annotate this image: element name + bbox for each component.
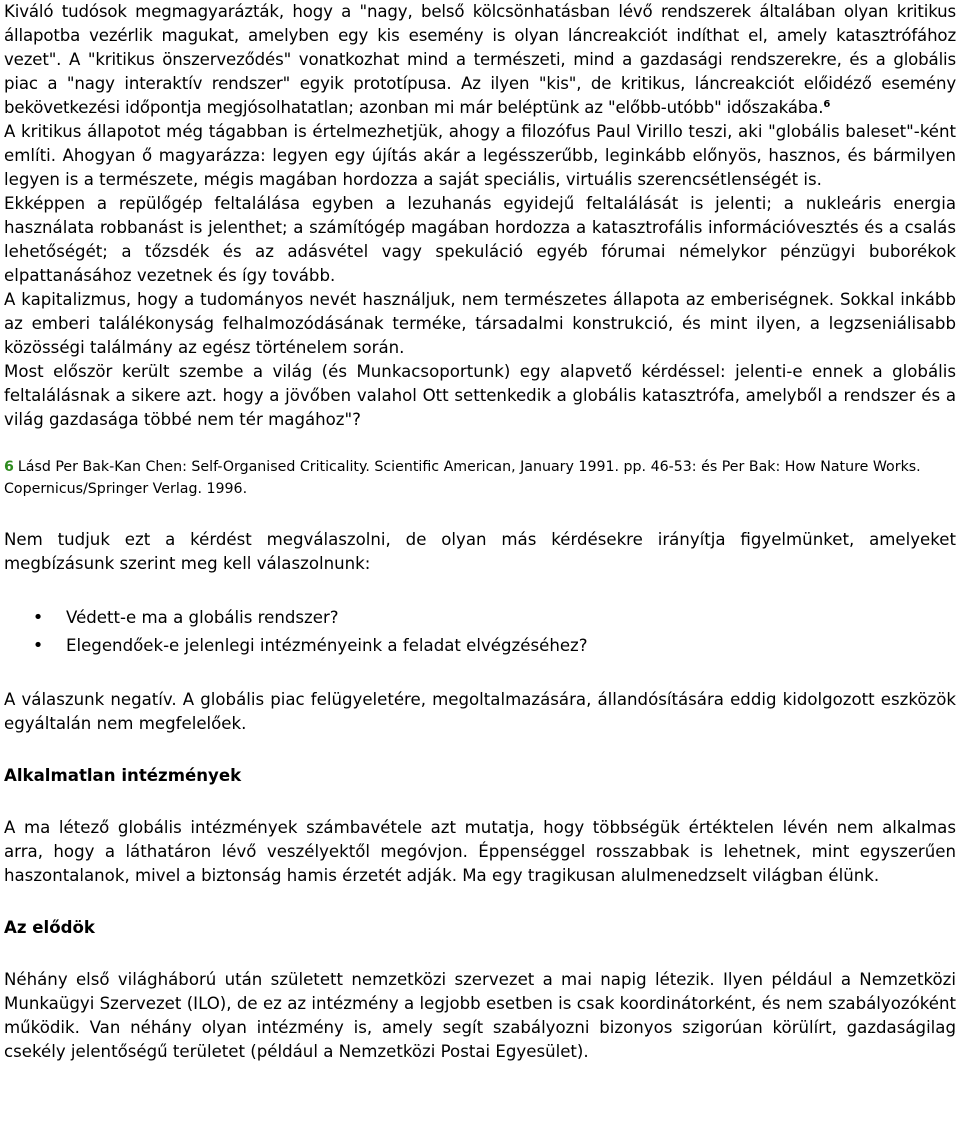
- bullet-icon: •: [32, 635, 44, 656]
- footnote: [4, 456, 956, 500]
- paragraph-predecessors: Néhány első világháború után született nemzetközi szervezet a mai napig létezik. Ilyen például a Nemzetközi Munkaügyi Szervezet (ILO), de ez az intézmény a legjobb esetben is csak koordinátorként, és nem szabályozóként működik. Van néhány olyan intézmény is, amely segít szabályozni bizonyos szigorúan körülírt, gazdaságilag csekély jelentőségű területet (például a Nemzetközi Postai Egyesület).: [4, 970, 956, 1061]
- paragraph-institutions: A ma létező globális intézmények számbavétele azt mutatja, hogy többségük értéktelen lévén nem alkalmas arra, hogy a láthatáron lévő veszélyektől megóvjon. Éppenséggel rosszabbak is lehetnek, mint egyszerűen haszontalanok, mivel a biztonság hamis érzetét adják. Ma egy tragikusan alulmenedzselt világban élünk.: [4, 818, 956, 885]
- paragraph-text: Kiváló tudósok megmagyarázták, hogy a "nagy, belső kölcsönhatásban lévő rendszerek általában olyan kritikus állapotba vezérlik magukat, amelyben egy kis esemény is olyan láncreakciót indíthat el, amely katasztrófához vezet". A "kritikus önszerveződés" vonatkozhat mind a természeti, mind a gazdasági rendszerekre, és a globális piac a "nagy interaktív rendszer" egyik prototípusa. Az ilyen "kis", de kritikus, láncreakciót előidéző esemény bekövetkezési időpontja megjósolhatatlan; azonban mi már beléptünk az "előbb-utóbb" időszakába.: [4, 2, 956, 117]
- section-heading-institutions: Alkalmatlan intézmények: [4, 766, 242, 785]
- paragraph-answer: A válaszunk negatív. A globális piac felügyeletére, megoltalmazására, állandósítására eddig kidolgozott eszközök egyáltalán nem megfelelőek.: [4, 690, 956, 733]
- paragraph-criticality: [4, 0, 956, 120]
- question-text: Védett-e ma a globális rendszer?: [66, 608, 339, 627]
- footnote-number: 6: [4, 459, 14, 475]
- question-text: Elegendőek-e jelenlegi intézményeink a feladat elvégzéséhez?: [66, 636, 588, 655]
- paragraph-capitalism: A kapitalizmus, hogy a tudományos nevét használjuk, nem természetes állapota az emberiségnek. Sokkal inkább az emberi találékonyság felhalmozódásának terméke, társadalmi konstrukció, és mint ilyen, a legzseniálisabb közösségi találmány az egész történelem során.: [4, 290, 956, 357]
- footnote-text: Lásd Per Bak-Kan Chen: Self-Organised Criticality. Scientific American, January 1991. pp. 46-53: és Per Bak: How Nature Works. Copernicus/Springer Verlag. 1996.: [4, 459, 921, 497]
- section-heading-predecessors: Az elődök: [4, 918, 95, 937]
- list-item: [32, 604, 956, 632]
- question-list: [4, 604, 956, 660]
- paragraph-question: Most először került szembe a világ (és Munkacsoportunk) egy alapvető kérdéssel: jelenti-e ennek a globális feltalálásnak a sikere azt. hogy a jövőben valahol Ott settenkedik a globális katasztrófa, amelyből a rendszer és a világ gazdasága többé nem tér magához"?: [4, 362, 956, 429]
- footnote-reference[interactable]: 6: [823, 99, 831, 110]
- list-item: [32, 632, 956, 660]
- paragraph-inventions: Ekképpen a repülőgép feltalálása egyben a lezuhanás egyidejű feltalálását is jelenti; a nukleáris energia használata robbanást is jelenthet; a számítógép magában hordozza a katasztrofális információvesztés és a csalás lehetőségét; a tőzsdék és az adásvétel vagy spekuláció egyéb fórumai némelykor pénzügyi buborékok elpattanásához vezetnek és így tovább.: [4, 194, 956, 285]
- paragraph-intro-questions: Nem tudjuk ezt a kérdést megválaszolni, de olyan más kérdésekre irányítja figyelmünket, amelyeket megbízásunk szerint meg kell válaszolnunk:: [4, 530, 956, 573]
- paragraph-virillo: A kritikus állapotot még tágabban is értelmezhetjük, ahogy a filozófus Paul Virillo teszi, aki "globális baleset"-ként említi. Ahogyan ő magyarázza: legyen egy újítás akár a legésszerűbb, leginkább előnyös, hasznos, és bármilyen legyen is a természete, mégis magában hordozza a saját speciális, virtuális szerencsétlenségét is.: [4, 122, 956, 189]
- bullet-icon: •: [32, 607, 44, 628]
